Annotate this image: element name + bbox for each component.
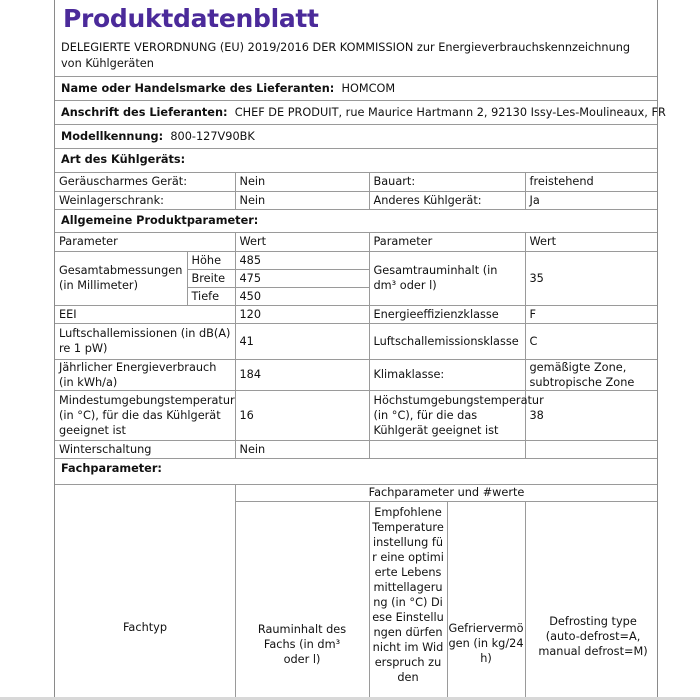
noise-value: 41 bbox=[235, 323, 369, 359]
eei-label: EEI bbox=[55, 305, 235, 323]
energy-label: Jährlicher Energieverbrauch (in kWh/a) bbox=[55, 359, 235, 390]
fach-section-heading: Fachparameter: bbox=[61, 462, 162, 475]
column-divider bbox=[235, 485, 236, 700]
winter-label: Winterschaltung bbox=[55, 440, 235, 458]
noise-class-value: C bbox=[525, 323, 657, 359]
table-row bbox=[55, 233, 657, 251]
column-header: Wert bbox=[525, 233, 657, 251]
type-value: freistehend bbox=[525, 173, 657, 191]
empty-cell bbox=[369, 440, 525, 458]
supplier-value: HOMCOM bbox=[341, 82, 396, 95]
address-value: CHEF DE PRODUIT, rue Maurice Hartmann 2, 92130 Issy-Les-Moulineaux, FR bbox=[234, 106, 666, 119]
column-divider bbox=[447, 502, 448, 700]
max-temp-value: 38 bbox=[525, 390, 657, 440]
column-header: Parameter bbox=[55, 233, 235, 251]
dimensions-label: Gesamtabmessungen (in Millimeter) bbox=[55, 251, 187, 305]
column-divider bbox=[525, 502, 526, 700]
column-divider bbox=[369, 502, 370, 700]
table-row bbox=[55, 323, 657, 359]
type-section-heading: Art des Kühlgeräts: bbox=[61, 153, 186, 166]
fach-group-header: Fachparameter und #werte bbox=[235, 485, 657, 502]
table-row bbox=[55, 173, 657, 191]
climate-label: Klimaklasse: bbox=[369, 359, 525, 390]
column-header: Wert bbox=[235, 233, 369, 251]
supplier-row bbox=[55, 77, 657, 101]
type-value: Ja bbox=[525, 191, 657, 209]
type-key: Geräuscharmes Gerät: bbox=[55, 173, 235, 191]
general-section-row bbox=[55, 209, 657, 233]
type-key: Anderes Kühlgerät: bbox=[369, 191, 525, 209]
table-row bbox=[55, 191, 657, 209]
supplier-label: Name oder Handelsmarke des Lieferanten: bbox=[61, 82, 335, 95]
energy-value: 184 bbox=[235, 359, 369, 390]
winter-value: Nein bbox=[235, 440, 369, 458]
fach-type-header: Fachtyp bbox=[122, 621, 168, 634]
width-value: 475 bbox=[235, 269, 369, 287]
min-temp-value: 16 bbox=[235, 390, 369, 440]
max-temp-label: Höchstumgebungstemperatur (in °C), für die das Kühlgerät geeignet ist bbox=[369, 390, 525, 440]
table-row bbox=[55, 251, 657, 269]
eei-value: 120 bbox=[235, 305, 369, 323]
height-label: Höhe bbox=[187, 251, 235, 269]
table-row bbox=[55, 305, 657, 323]
min-temp-label: Mindestumgebungstemperatur (in °C), für die das Kühlgerät geeignet ist bbox=[55, 390, 235, 440]
product-datasheet bbox=[54, 0, 666, 700]
table-row bbox=[55, 359, 657, 390]
page-title: Produktdatenblatt bbox=[63, 4, 319, 33]
type-key: Weinlagerschrank: bbox=[55, 191, 235, 209]
fach-table bbox=[55, 470, 657, 700]
table-row bbox=[55, 390, 657, 440]
efficiency-class-value: F bbox=[525, 305, 657, 323]
fach-volume-header: Rauminhalt des Fachs (in dm³ oder l) bbox=[257, 623, 347, 666]
regulation-row bbox=[55, 37, 657, 77]
model-value: 800-127V90BK bbox=[170, 130, 255, 143]
height-value: 485 bbox=[235, 251, 369, 269]
type-key: Bauart: bbox=[369, 173, 525, 191]
model-label: Modellkennung: bbox=[61, 130, 164, 143]
model-row bbox=[55, 125, 657, 149]
type-section-row bbox=[55, 149, 657, 173]
depth-label: Tiefe bbox=[187, 287, 235, 305]
volume-label: Gesamtrauminhalt (in dm³ oder l) bbox=[369, 251, 525, 305]
type-value: Nein bbox=[235, 173, 369, 191]
empty-cell bbox=[525, 440, 657, 458]
width-label: Breite bbox=[187, 269, 235, 287]
table-row bbox=[55, 440, 657, 458]
depth-value: 450 bbox=[235, 287, 369, 305]
general-section-heading: Allgemeine Produktparameter: bbox=[61, 214, 259, 227]
address-label: Anschrift des Lieferanten: bbox=[61, 106, 228, 119]
fach-temp-header: Empfohlene Temperatureinstellung für eine optimierte Lebensmittellagerung (in °C) Diese Einstellungen dürfen nicht im Widerspruch zu den bbox=[372, 506, 444, 684]
climate-value: gemäßigte Zone, subtropische Zone bbox=[525, 359, 657, 390]
fach-defrost-header: Defrosting type (auto-defrost=A, manual defrost=M) bbox=[538, 615, 648, 658]
efficiency-class-label: Energieeffizienzklasse bbox=[369, 305, 525, 323]
column-header: Parameter bbox=[369, 233, 525, 251]
general-table bbox=[55, 233, 657, 459]
type-value: Nein bbox=[235, 191, 369, 209]
noise-label: Luftschallemissionen (in dB(A) re 1 pW) bbox=[55, 323, 235, 359]
address-row bbox=[55, 101, 666, 125]
fach-freeze-header: Gefriervermögen (in kg/24h) bbox=[448, 622, 524, 665]
noise-class-label: Luftschallemissionsklasse bbox=[369, 323, 525, 359]
volume-value: 35 bbox=[525, 251, 657, 305]
type-table bbox=[55, 173, 657, 210]
regulation-text: DELEGIERTE VERORDNUNG (EU) 2019/2016 DER KOMMISSION zur Energieverbrauchskennzeichnung von Kühlgeräten bbox=[61, 41, 631, 70]
